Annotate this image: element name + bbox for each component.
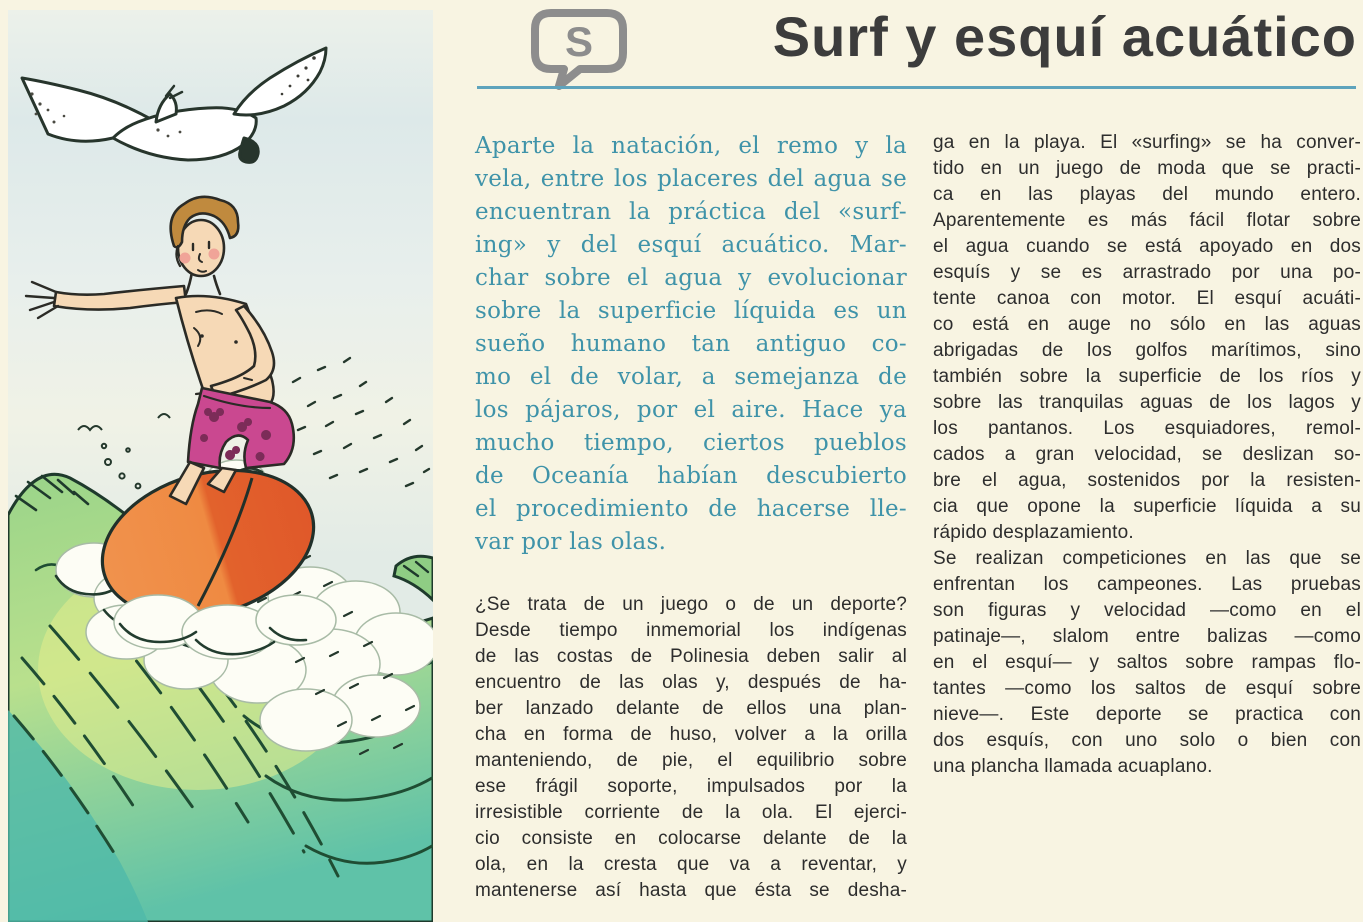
text-line: rápido desplazamiento.: [933, 522, 1134, 543]
text-line: vela, entre los placeres del agua se: [475, 166, 907, 192]
text-line: cia que opone la superficie líquida a su: [933, 496, 1361, 517]
text-line: mantenerse así hasta que ésta se desha-: [475, 880, 907, 901]
text-line: también sobre la superficie de los ríos y: [933, 366, 1361, 387]
text-line: co está en auge no sólo en las aguas: [933, 314, 1361, 335]
text-line: encuentran la práctica del «surf-: [475, 199, 907, 225]
text-line: Desde tiempo inmemorial los indígenas: [475, 620, 907, 641]
text-line: bre el agua, sostenidos por la resisten-: [933, 470, 1361, 491]
text-line: ese frágil soporte, impulsados por la: [475, 776, 907, 797]
text-line: Se realizan competiciones en las que se: [933, 548, 1361, 569]
text-line: ing» y del esquí acuático. Mar-: [475, 232, 907, 258]
text-line: encuentro de las olas y, después de ha-: [475, 672, 907, 693]
text-line: el procedimiento de hacerse lle-: [475, 496, 907, 522]
text-line: tido en un juego de moda que se practi-: [933, 158, 1361, 179]
text-line: enfrentan los campeones. Las pruebas: [933, 574, 1361, 595]
text-line: esquís y se es arrastrado por una po-: [933, 262, 1361, 283]
surf-illustration: [8, 10, 433, 922]
text-line: Aparentemente es más fácil flotar sobre: [933, 210, 1361, 231]
text-line: char sobre el agua y evolucionar: [475, 265, 907, 291]
text-line: sueño humano tan antiguo co-: [475, 331, 907, 357]
text-line: nieve—. Este deporte se practica con: [933, 704, 1361, 725]
text-line: ca en las playas del mundo entero.: [933, 184, 1361, 205]
section-letter: S: [564, 18, 594, 65]
text-line: en el esquí— y saltos sobre rampas flo-: [933, 652, 1361, 673]
text-line: sobre las tranquilas aguas de los lagos y: [933, 392, 1361, 413]
intro-paragraph: [475, 130, 907, 559]
page-title: Surf y esquí acuático: [772, 5, 1357, 68]
text-line: mucho tiempo, ciertos pueblos: [475, 430, 907, 456]
surf-illustration-svg: [8, 10, 433, 922]
text-line: ber lanzado delante de ellos una plan-: [475, 698, 907, 719]
text-line: mo el de volar, a semejanza de: [475, 364, 907, 390]
text-line: sobre la superficie líquida es un: [475, 298, 907, 324]
text-line: de las costas de Polinesia deben salir al: [475, 646, 907, 667]
text-line: cados a gran velocidad, se deslizan so-: [933, 444, 1361, 465]
article-column-right: [933, 130, 1361, 780]
text-line: dos esquís, con uno solo o bien con: [933, 730, 1361, 751]
text-line: irresistible corriente de la ola. El ejerci-: [475, 802, 907, 823]
text-line: tantes —como los saltos de esquí sobre: [933, 678, 1361, 699]
text-line: los pájaros, por el aire. Hace ya: [475, 397, 907, 423]
article-column-middle: [475, 592, 907, 904]
text-line: manteniendo, de pie, el equilibrio sobre: [475, 750, 907, 771]
text-line: cha en forma de huso, volver a la orilla: [475, 724, 907, 745]
text-line: Aparte la natación, el remo y la: [475, 133, 907, 159]
text-line: ga en la playa. El «surfing» se ha conver-: [933, 132, 1361, 153]
section-letter-icon: [530, 8, 628, 88]
text-line: cio consiste en colocarse delante de la: [475, 828, 907, 849]
text-line: ¿Se trata de un juego o de un deporte?: [475, 594, 907, 615]
text-line: son figuras y velocidad —como en el: [933, 600, 1361, 621]
text-line: var por las olas.: [475, 529, 667, 555]
text-line: una plancha llamada acuaplano.: [933, 756, 1213, 777]
text-line: abrigadas de los golfos marítimos, sino: [933, 340, 1361, 361]
text-line: los pantanos. Los esquiadores, remol-: [933, 418, 1361, 439]
text-line: de Oceanía habían descubierto: [475, 463, 907, 489]
text-line: ola, en la cresta que va a reventar, y: [475, 854, 907, 875]
text-line: el agua cuando se está apoyado en dos: [933, 236, 1361, 257]
title-divider: [477, 86, 1356, 89]
text-line: patinaje—, slalom entre balizas —como: [933, 626, 1361, 647]
text-line: tente canoa con motor. El esquí acuáti-: [933, 288, 1361, 309]
